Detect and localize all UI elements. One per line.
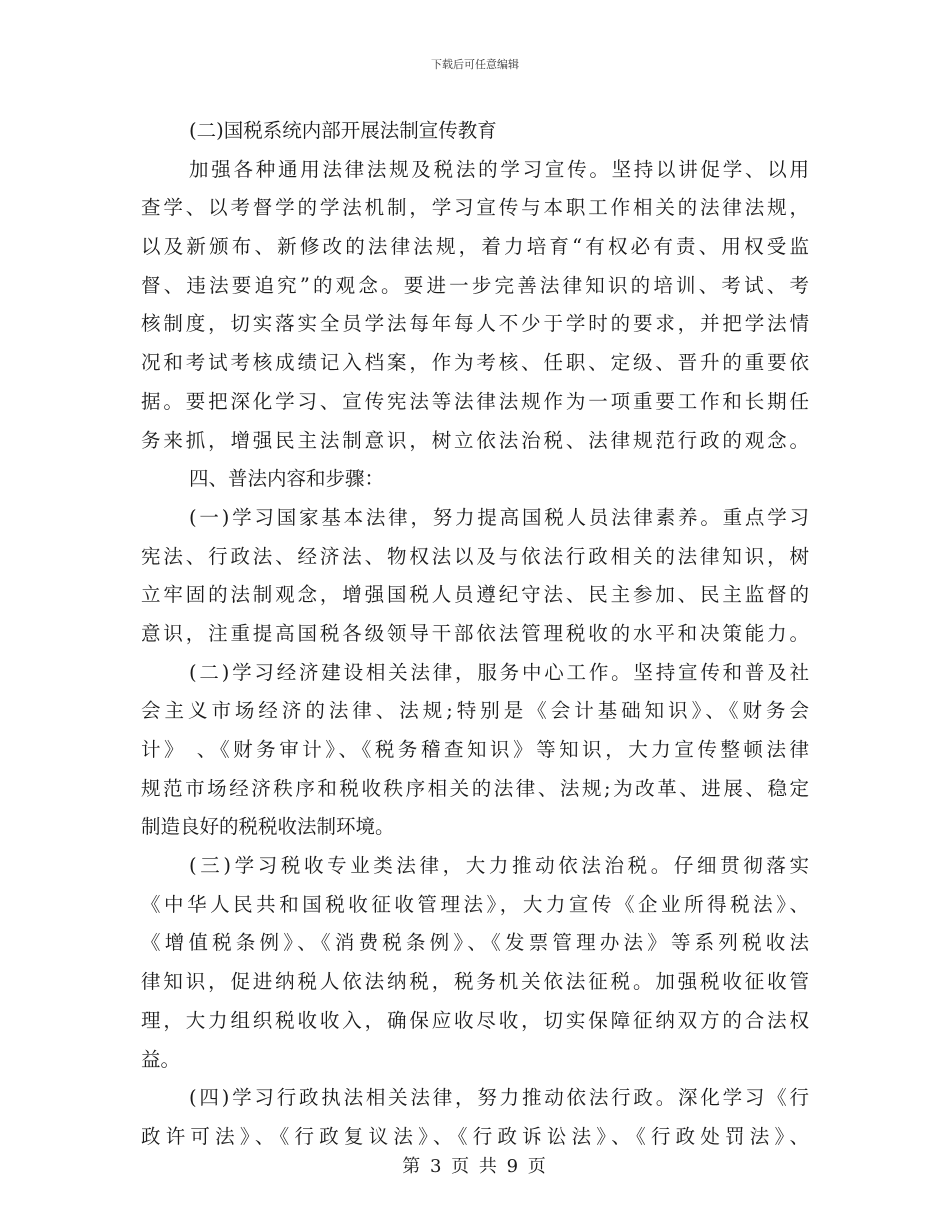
paragraph-line: 理，大力组织税收收入，确保应收尽收，切实保障征纳双方的合法权 bbox=[141, 1008, 809, 1032]
paragraph-line: 务来抓，增强民主法制意识，树立依法治税、法律规范行政的观念。 bbox=[141, 428, 809, 452]
paragraph-line: 宪法、行政法、经济法、物权法以及与依法行政相关的法律知识，树 bbox=[141, 544, 809, 568]
paragraph-line: 意识，注重提高国税各级领导干部依法管理税收的水平和决策能力。 bbox=[141, 621, 809, 645]
paragraph-line: 加强各种通用法律法规及税法的学习宣传。坚持以讲促学、以用 bbox=[189, 157, 809, 181]
paragraph-line: 规范市场经济秩序和税收秩序相关的法律、法规;为改革、进展、稳定 bbox=[141, 776, 809, 800]
paragraph-line: 律知识，促进纳税人依法纳税，税务机关依法征税。加强税收征收管 bbox=[141, 970, 809, 994]
paragraph-line: (一)学习国家基本法律，努力提高国税人员法律素养。重点学习 bbox=[189, 505, 809, 529]
paragraph-line: 《中华人民共和国税收征收管理法》，大力宣传《企业所得税法》、 bbox=[141, 892, 809, 916]
section-heading: (二)国税系统内部开展法制宣传教育 bbox=[189, 119, 497, 142]
paragraph-line: 况和考试考核成绩记入档案，作为考核、任职、定级、晋升的重要依 bbox=[141, 351, 809, 375]
paragraph-line: 核制度，切实落实全员学法每年每人不少于学时的要求，并把学法情 bbox=[141, 312, 809, 336]
paragraph-line: 以及新颁布、新修改的法律法规，着力培育“有权必有责、用权受监 bbox=[141, 235, 809, 259]
paragraph-line: 立牢固的法制观念，增强国税人员遵纪守法、民主参加、民主监督的 bbox=[141, 583, 809, 607]
document-body bbox=[141, 112, 809, 1157]
paragraph-line: (三)学习税收专业类法律，大力推动依法治税。仔细贯彻落实 bbox=[189, 854, 809, 878]
paragraph-line: 制造良好的税税收法制环境。 bbox=[141, 815, 395, 839]
section-heading: 四、普法内容和步骤： bbox=[189, 467, 385, 491]
header-note: 下载后可任意编辑 bbox=[431, 58, 519, 71]
paragraph-line: 政许可法》、《行政复议法》、《行政诉讼法》、《行政处罚法》、 bbox=[141, 1124, 809, 1148]
paragraph-line: (二)学习经济建设相关法律，服务中心工作。坚持宣传和普及社 bbox=[189, 660, 809, 684]
paragraph-line: 查学、以考督学的学法机制，学习宣传与本职工作相关的法律法规， bbox=[141, 196, 809, 220]
paragraph-line: 计》 、《财务审计》、《税务稽查知识》等知识，大力宣传整顿法律 bbox=[141, 738, 809, 761]
page-indicator: 第 3 页 共 9 页 bbox=[402, 1156, 548, 1177]
paragraph-line: 据。要把深化学习、宣传宪法等法律法规作为一项重要工作和长期任 bbox=[141, 389, 809, 413]
paragraph-line: (四)学习行政执法相关法律，努力推动依法行政。深化学习《行 bbox=[189, 1086, 809, 1110]
paragraph-line: 会主义市场经济的法律、法规;特别是《会计基础知识》、《财务会 bbox=[141, 699, 809, 723]
paragraph-line: 《增值税条例》、《消费税条例》、《发票管理办法》等系列税收法 bbox=[141, 931, 809, 955]
paragraph-line: 督、违法要追究”的观念。要进一步完善法律知识的培训、考试、考 bbox=[141, 273, 809, 297]
paragraph-line: 益。 bbox=[141, 1047, 181, 1071]
